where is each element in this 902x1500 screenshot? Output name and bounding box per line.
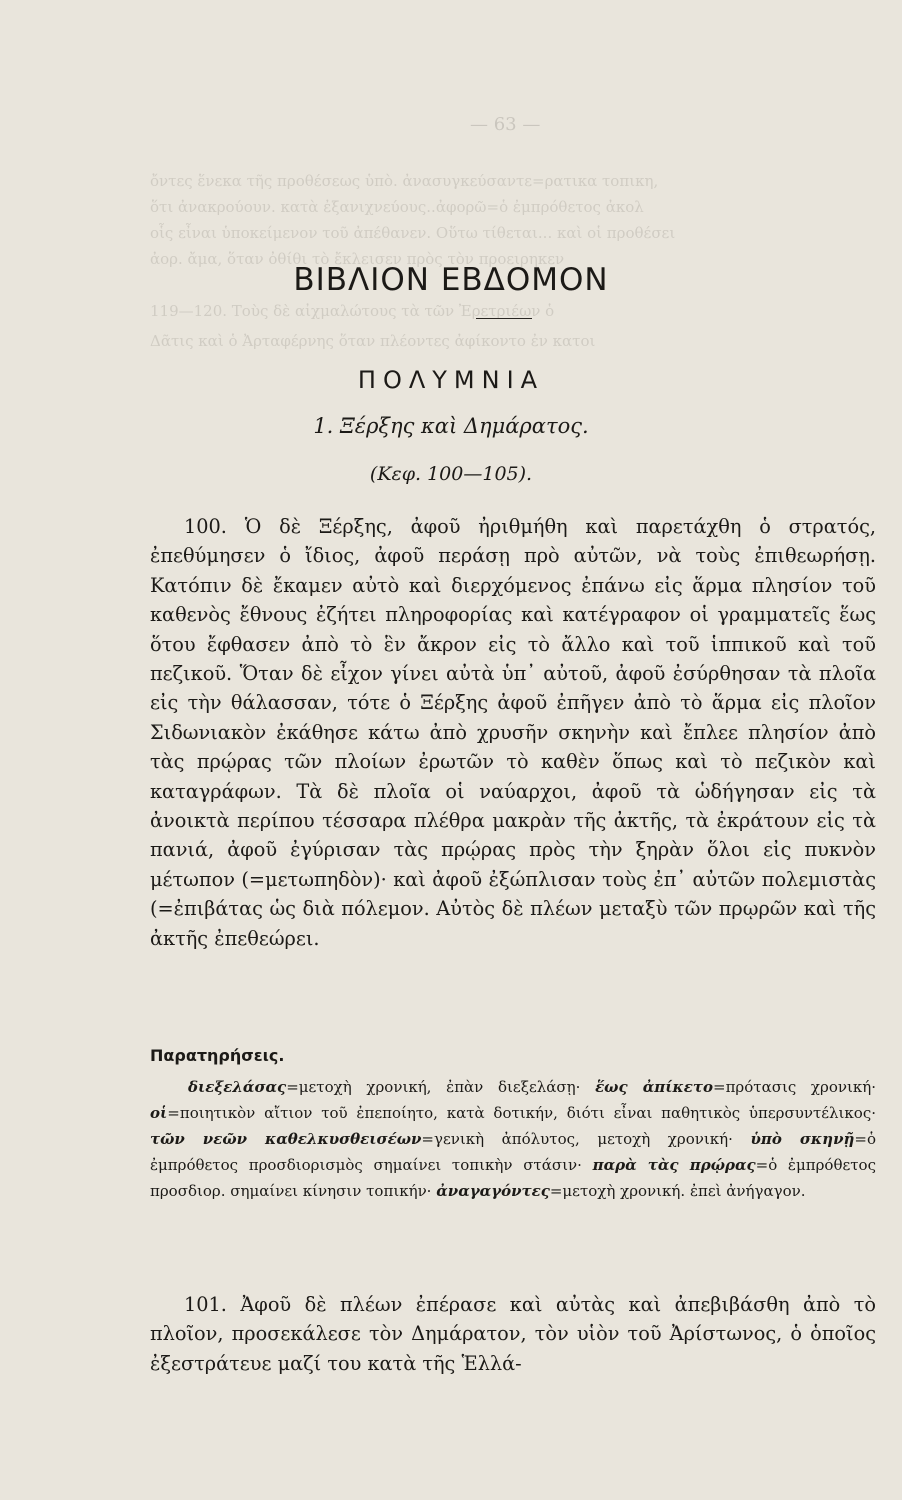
section-title: 1. Ξέρξης καὶ Δημάρατος. (313, 414, 589, 438)
note-explanation: =μετοχὴ χρονική. ἐπεὶ ἀνήγαγον. (549, 1182, 806, 1200)
note-explanation: =μετοχὴ χρονική, ἐπὰν διεξελάσῃ· (286, 1078, 581, 1096)
note-explanation: =γενικὴ ἀπόλυτος, μετοχὴ χρονική· (421, 1130, 733, 1148)
bleed-through-text: ὅτι ἀνακρούουν. κατὰ ἐξανιχνεύους..ἀφορῶ=ὁ ἐμπρόθετος ἀκολ (150, 198, 644, 216)
bleed-through-page-number: — 63 — (470, 114, 541, 135)
bleed-through-text: ὄντες ἕνεκα τῆς προθέσεως ὑπὸ. ἀνασυγκεύσαντε=ρατικα τοπικη, (150, 172, 659, 190)
note-keyword: τῶν νεῶν καθελκυσθεισέων (150, 1130, 422, 1148)
chapter-range: (Κεφ. 100—105). (369, 463, 533, 485)
bleed-through-text: οἷς εἶναι ὑποκείμενον τοῦ ἀπέθανεν. Οὕτω τίθεται... καὶ οἱ προθέσει (150, 224, 676, 242)
notes-heading: Παρατηρήσεις. (150, 1046, 285, 1065)
note-explanation: =ὁ ἐμπρόθετος προσδιορισμὸς σημαίνει τοπικὴν στάσιν· (150, 1130, 876, 1174)
note-keyword: ἀναγαγόντες (436, 1182, 550, 1200)
note-explanation: =ὁ ἐμπρόθετος προσδιορ. σημαίνει κίνησιν τοπικήν· (150, 1156, 876, 1200)
note-keyword: ἕως ἀπίκετο (595, 1078, 713, 1096)
note-explanation: =πρότασις χρονική· (713, 1078, 876, 1096)
book-subtitle: ΠΟΛΥΜΝΙΑ (357, 366, 545, 394)
note-keyword: ὑπὸ σκηνῇ (750, 1130, 855, 1148)
note-explanation: =ποιητικὸν αἴτιον τοῦ ἐπεποίητο, κατὰ δοτικήν, διότι εἶναι παθητικὸς ὑπερσυντέλικος· (167, 1104, 876, 1122)
paragraph-101: 101. Ἀφοῦ δὲ πλέων ἐπέρασε καὶ αὐτὰς καὶ ἀπεβιβάσθη ἀπὸ τὸ πλοῖον, προσεκάλεσε τὸν Δημάρατον, τὸν υἱὸν τοῦ Ἀρίστωνος, ὁ ὁποῖος ἐξεστράτευε μαζί του κατὰ τῆς Ἑλλά- (150, 1293, 876, 1375)
title-rule (476, 318, 532, 319)
notes-body (150, 1074, 876, 1204)
note-keyword: οἱ (150, 1104, 168, 1122)
bleed-through-text: 119—120. Τοὺς δὲ αἰχμαλώτους τὰ τῶν Ἐρετριέων ὁ (150, 302, 555, 320)
bleed-through-text: Δᾶτις καὶ ὁ Ἀρταφέρνης ὅταν πλέοντες ἀφίκοντο ἐν κατοι (150, 332, 596, 350)
paragraph-100: 100. Ὁ δὲ Ξέρξης, ἀφοῦ ἠριθμήθη καὶ παρετάχθη ὁ στρατός, ἐπεθύμησεν ὁ ἴδιος, ἀφοῦ περάσῃ πρὸ αὐτῶν, νὰ τοὺς ἐπιθεωρήσῃ. Κατόπιν δὲ ἔκαμεν αὐτὸ καὶ διερχόμενος ἐπάνω εἰς ἅρμα πλησίον τοῦ καθενὸς ἔθνους ἐζήτει πληροφορίας καὶ κατέγραφον οἱ γραμματεῖς ἕως ὅτου ἔφθασεν ἀπὸ τὸ ἓν ἄκρον εἰς τὸ ἄλλο καὶ τοῦ ἱππικοῦ καὶ τοῦ πεζικοῦ. Ὅταν δὲ εἶχον γίνει αὐτὰ ὑπ᾿ αὐτοῦ, ἀφοῦ ἐσύρθησαν τὰ πλοῖα εἰς τὴν θάλασσαν, τότε ὁ Ξέρξης ἀφοῦ ἐπῆγεν ἀπὸ τὸ ἅρμα εἰς πλοῖον Σιδωνιακὸν ἐκάθησε κάτω ἀπὸ χρυσῆν σκηνὴν καὶ ἔπλεε πλησίον ἀπὸ τὰς πρῴρας τῶν πλοίων ἐρωτῶν τὸ καθὲν ὅπως καὶ τὸ πεζικὸν καὶ καταγράφων. Τὰ δὲ πλοῖα οἱ ναύαρχοι, ἀφοῦ τὰ ὡδήγησαν εἰς τὰ ἀνοικτὰ περίπου τέσσαρα πλέθρα μακρὰν τῆς ἀκτῆς, τὰ ἐκράτουν εἰς τὰ πανιά, ἀφοῦ ἐγύρισαν τὰς πρῴρας πρὸς τὴν ξηρὰν ὅλοι εἰς πυκνὸν μέτωπον (=μετωπηδὸν)· καὶ ἀφοῦ ἐξώπλισαν τοὺς ἐπ᾿ αὐτῶν πολεμιστὰς (=ἐπιβάτας ὡς διὰ πόλεμον. Αὐτὸς δὲ πλέων μεταξὺ τῶν πρῳρῶν καὶ τῆς ἀκτῆς ἐπεθεώρει. (150, 515, 876, 950)
book-title: ΒΙΒΛΙΟΝ ΕΒΔΟΜΟΝ (293, 262, 609, 298)
bleed-through-text: ἀορ. ἄμα, ὅταν ὀθίθι τὸ ἔκλεισεν πρὸς τὸν προειρηκεν (150, 250, 565, 268)
note-keyword: διεξελάσας (188, 1078, 287, 1096)
note-keyword: παρὰ τὰς πρῴρας (592, 1156, 756, 1174)
